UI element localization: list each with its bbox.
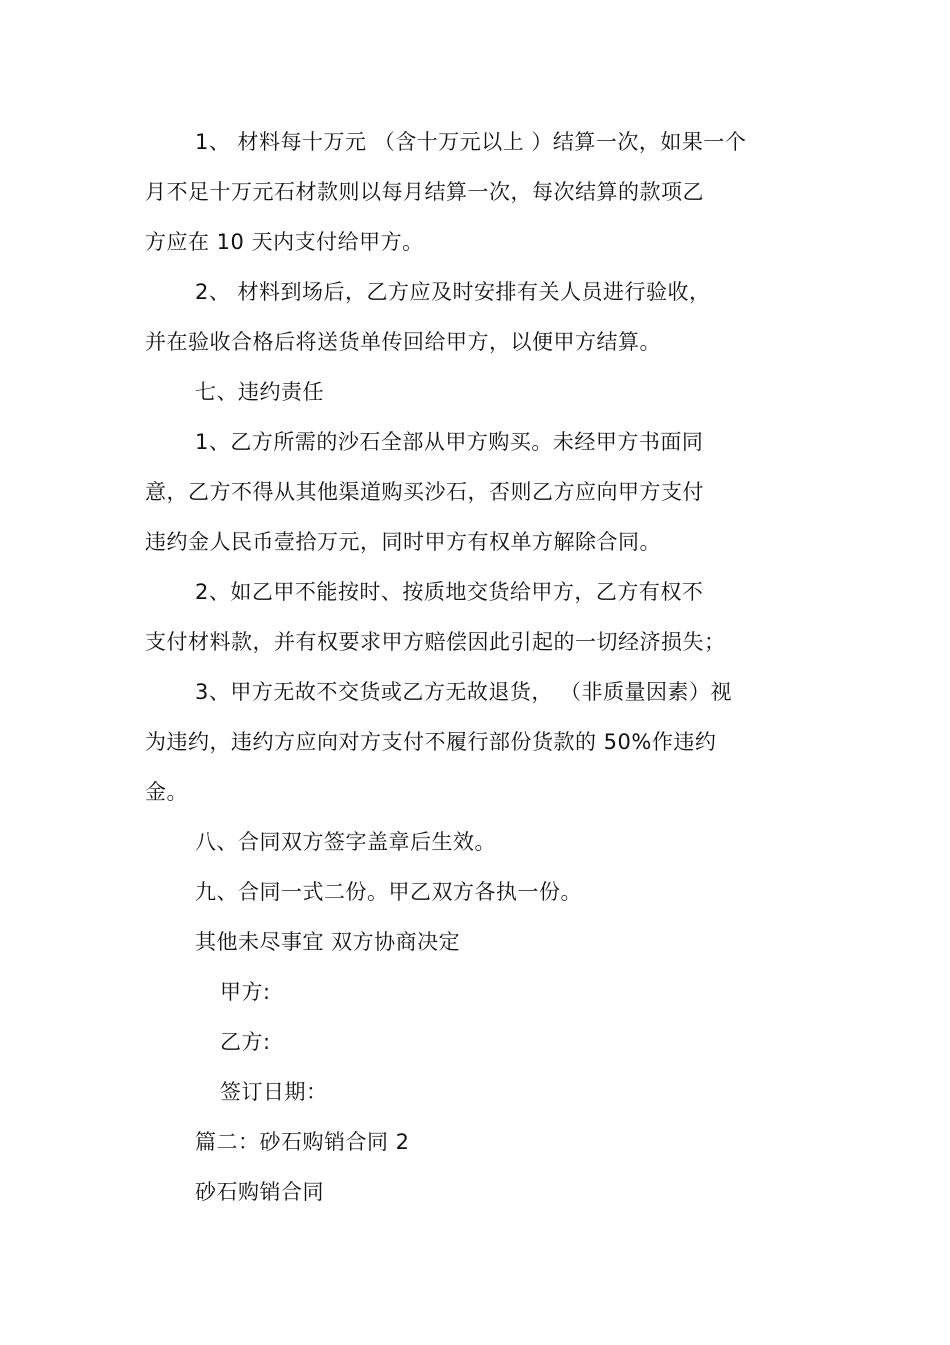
section-9: 九、合同一式二份。甲乙双方各执一份。 <box>195 880 582 904</box>
contract-title: 砂石购销合同 <box>195 1180 324 1204</box>
breach-2-line-1: 2、如乙甲不能按时、按质地交货给甲方，乙方有权不 <box>195 580 704 604</box>
breach-2-line-2: 支付材料款，并有权要求甲方赔偿因此引起的一切经济损失； <box>145 630 726 654</box>
clause-1-line-1: 1、 材料每十万元 （含十万元以上 ）结算一次，如果一个 <box>195 130 747 154</box>
breach-1-line-2: 意，乙方不得从其他渠道购买沙石，否则乙方应向甲方支付 <box>145 480 704 504</box>
clause-1-line-2: 月不足十万元石材款则以每月结算一次，每次结算的款项乙 <box>145 180 704 204</box>
party-b-label: 乙方: <box>220 1030 271 1054</box>
section-7-heading: 七、违约责任 <box>195 380 324 404</box>
signing-date-label: 签订日期： <box>220 1080 328 1104</box>
clause-1-line-3: 方应在 10 天内支付给甲方。 <box>145 230 424 254</box>
chapter-2-heading: 篇二：砂石购销合同 2 <box>195 1130 410 1154</box>
breach-1-line-3: 违约金人民币壹拾万元，同时甲方有权单方解除合同。 <box>145 530 661 554</box>
breach-3-line-1: 3、甲方无故不交货或乙方无故退货， （非质量因素）视 <box>195 680 733 704</box>
clause-2-line-2: 并在验收合格后将送货单传回给甲方，以便甲方结算。 <box>145 330 661 354</box>
party-a-label: 甲方: <box>220 980 271 1004</box>
breach-3-line-2: 为违约，违约方应向对方支付不履行部份货款的 50%作违约 <box>145 730 717 754</box>
breach-1-line-1: 1、乙方所需的沙石全部从甲方购买。未经甲方书面同 <box>195 430 704 454</box>
clause-2-line-1: 2、 材料到场后，乙方应及时安排有关人员进行验收， <box>195 280 711 304</box>
breach-3-line-3: 金。 <box>145 780 188 804</box>
section-8: 八、合同双方签字盖章后生效。 <box>195 830 496 854</box>
other-matters: 其他未尽事宜 双方协商决定 <box>195 930 461 954</box>
